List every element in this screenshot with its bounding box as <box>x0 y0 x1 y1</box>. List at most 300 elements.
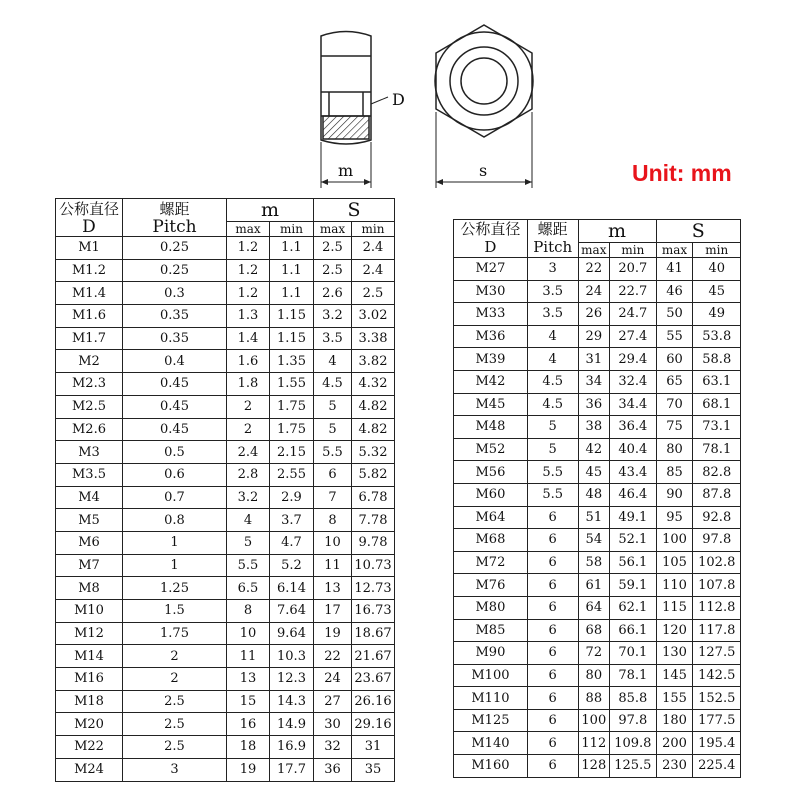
cell-s-min: 49 <box>693 303 741 326</box>
cell-m-max: 100 <box>578 709 610 732</box>
cell-size: M1.6 <box>56 305 123 328</box>
cell-m-max: 51 <box>578 506 610 529</box>
cell-s-min: 63.1 <box>693 370 741 393</box>
cell-pitch: 2.5 <box>123 690 227 713</box>
cell-s-max: 5.5 <box>314 441 352 464</box>
cell-s-max: 120 <box>656 619 693 642</box>
cell-size: M8 <box>56 577 123 600</box>
table-row <box>454 574 741 597</box>
cell-size: M20 <box>56 713 123 736</box>
cell-pitch: 0.45 <box>123 373 227 396</box>
cell-s-max: 65 <box>656 370 693 393</box>
cell-s-min: 18.67 <box>352 622 395 645</box>
cell-m-min: 6.14 <box>270 577 314 600</box>
subheader-m-max: max <box>227 222 270 237</box>
cell-s-max: 105 <box>656 551 693 574</box>
cell-m-max: 64 <box>578 596 610 619</box>
cell-pitch: 0.4 <box>123 350 227 373</box>
cell-m-min: 62.1 <box>610 596 656 619</box>
cell-size: M2 <box>56 350 123 373</box>
cell-m-min: 10.3 <box>270 645 314 668</box>
table-row <box>454 393 741 416</box>
cell-pitch: 6 <box>527 551 578 574</box>
cell-s-min: 40 <box>693 258 741 281</box>
cell-size: M2.6 <box>56 418 123 441</box>
cell-s-max: 13 <box>314 577 352 600</box>
cell-s-min: 3.38 <box>352 327 395 350</box>
cell-m-max: 72 <box>578 642 610 665</box>
cell-s-min: 31 <box>352 736 395 759</box>
table-row <box>56 645 395 668</box>
cell-s-min: 107.8 <box>693 574 741 597</box>
cell-size: M90 <box>454 642 528 665</box>
header-row <box>56 199 395 220</box>
table-row <box>454 664 741 687</box>
cell-m-max: 19 <box>227 758 270 781</box>
cell-s-max: 32 <box>314 736 352 759</box>
table-row <box>56 736 395 759</box>
cell-m-max: 1.6 <box>227 350 270 373</box>
cell-size: M14 <box>56 645 123 668</box>
cell-size: M10 <box>56 600 123 623</box>
cell-m-min: 34.4 <box>610 393 656 416</box>
cell-s-max: 2.5 <box>314 237 352 260</box>
cell-s-min: 225.4 <box>693 755 741 778</box>
header-pitch: Pitch <box>527 237 578 258</box>
cell-pitch: 0.6 <box>123 463 227 486</box>
cell-m-min: 12.3 <box>270 668 314 691</box>
cell-m-max: 2.4 <box>227 441 270 464</box>
cell-pitch: 6 <box>527 687 578 710</box>
cell-m-min: 125.5 <box>610 755 656 778</box>
cell-size: M7 <box>56 554 123 577</box>
table-row <box>56 305 395 328</box>
cell-m-max: 13 <box>227 668 270 691</box>
cell-s-max: 110 <box>656 574 693 597</box>
cell-s-min: 6.78 <box>352 486 395 509</box>
table-row <box>56 282 395 305</box>
cell-m-min: 66.1 <box>610 619 656 642</box>
cell-s-min: 152.5 <box>693 687 741 710</box>
cell-size: M22 <box>56 736 123 759</box>
cell-s-max: 70 <box>656 393 693 416</box>
cell-m-max: 54 <box>578 529 610 552</box>
nut-side-view <box>321 32 388 189</box>
subheader-m-min: min <box>270 222 314 237</box>
cell-s-min: 177.5 <box>693 709 741 732</box>
cell-s-max: 36 <box>314 758 352 781</box>
cell-size: M18 <box>56 690 123 713</box>
cell-pitch: 6 <box>527 709 578 732</box>
subheader-m-min: min <box>610 243 656 258</box>
cell-size: M1.2 <box>56 259 123 282</box>
table-row <box>454 596 741 619</box>
cell-pitch: 5.5 <box>527 461 578 484</box>
header-pitch: Pitch <box>123 219 227 237</box>
cell-s-min: 5.32 <box>352 441 395 464</box>
table-row <box>56 577 395 600</box>
table-row <box>56 531 395 554</box>
cell-s-min: 53.8 <box>693 325 741 348</box>
cell-s-max: 155 <box>656 687 693 710</box>
cell-s-min: 21.67 <box>352 645 395 668</box>
cell-m-min: 56.1 <box>610 551 656 574</box>
cell-m-min: 1.35 <box>270 350 314 373</box>
cell-pitch: 3 <box>123 758 227 781</box>
cell-pitch: 6 <box>527 619 578 642</box>
cell-s-max: 8 <box>314 509 352 532</box>
table-row <box>454 348 741 371</box>
cell-pitch: 3.5 <box>527 280 578 303</box>
cell-s-min: 97.8 <box>693 529 741 552</box>
cell-m-min: 9.64 <box>270 622 314 645</box>
table-row <box>454 551 741 574</box>
cell-m-max: 31 <box>578 348 610 371</box>
cell-m-min: 1.1 <box>270 237 314 260</box>
cell-m-min: 20.7 <box>610 258 656 281</box>
cell-pitch: 5 <box>527 438 578 461</box>
subheader-s-max: max <box>656 243 693 258</box>
cell-m-min: 5.2 <box>270 554 314 577</box>
cell-size: M27 <box>454 258 528 281</box>
cell-s-max: 4 <box>314 350 352 373</box>
cell-m-max: 24 <box>578 280 610 303</box>
cell-size: M1.4 <box>56 282 123 305</box>
cell-size: M2.3 <box>56 373 123 396</box>
cell-s-min: 7.78 <box>352 509 395 532</box>
cell-size: M6 <box>56 531 123 554</box>
cell-m-min: 7.64 <box>270 600 314 623</box>
cell-m-min: 109.8 <box>610 732 656 755</box>
cell-m-min: 85.8 <box>610 687 656 710</box>
cell-pitch: 5 <box>527 416 578 439</box>
cell-pitch: 0.35 <box>123 327 227 350</box>
cell-m-max: 58 <box>578 551 610 574</box>
cell-pitch: 6 <box>527 642 578 665</box>
cell-s-min: 35 <box>352 758 395 781</box>
cell-m-min: 78.1 <box>610 664 656 687</box>
cell-m-max: 128 <box>578 755 610 778</box>
cell-m-min: 97.8 <box>610 709 656 732</box>
cell-size: M2.5 <box>56 395 123 418</box>
cell-s-min: 2.5 <box>352 282 395 305</box>
table-row <box>454 709 741 732</box>
cell-size: M16 <box>56 668 123 691</box>
table-row <box>56 713 395 736</box>
cell-pitch: 0.45 <box>123 395 227 418</box>
cell-m-max: 42 <box>578 438 610 461</box>
cell-s-max: 90 <box>656 483 693 506</box>
cell-pitch: 6 <box>527 506 578 529</box>
cell-m-min: 16.9 <box>270 736 314 759</box>
cell-size: M3.5 <box>56 463 123 486</box>
cell-m-max: 4 <box>227 509 270 532</box>
cell-s-max: 60 <box>656 348 693 371</box>
cell-m-max: 1.4 <box>227 327 270 350</box>
cell-m-min: 17.7 <box>270 758 314 781</box>
table-row <box>454 642 741 665</box>
cell-size: M48 <box>454 416 528 439</box>
cell-s-max: 46 <box>656 280 693 303</box>
cell-m-max: 5.5 <box>227 554 270 577</box>
table-row <box>454 416 741 439</box>
cell-s-max: 7 <box>314 486 352 509</box>
cell-s-max: 75 <box>656 416 693 439</box>
cell-s-min: 127.5 <box>693 642 741 665</box>
cell-s-max: 85 <box>656 461 693 484</box>
cell-pitch: 6 <box>527 732 578 755</box>
cell-pitch: 6 <box>527 755 578 778</box>
cell-size: M45 <box>454 393 528 416</box>
cell-m-max: 1.3 <box>227 305 270 328</box>
cell-m-min: 59.1 <box>610 574 656 597</box>
cell-s-min: 3.82 <box>352 350 395 373</box>
cell-size: M33 <box>454 303 528 326</box>
unit-label: Unit: mm <box>632 160 732 186</box>
subheader-s-min: min <box>352 222 395 237</box>
cell-m-max: 61 <box>578 574 610 597</box>
cell-size: M3 <box>56 441 123 464</box>
cell-pitch: 0.25 <box>123 237 227 260</box>
table-row <box>454 370 741 393</box>
cell-size: M64 <box>454 506 528 529</box>
table-row <box>56 509 395 532</box>
cell-s-min: 82.8 <box>693 461 741 484</box>
cell-pitch: 0.25 <box>123 259 227 282</box>
header-nominal-diameter: 公称直径 <box>56 199 123 220</box>
cell-pitch: 1 <box>123 531 227 554</box>
cell-m-min: 29.4 <box>610 348 656 371</box>
cell-s-min: 58.8 <box>693 348 741 371</box>
cell-pitch: 5.5 <box>527 483 578 506</box>
spec-table-right <box>453 219 741 778</box>
cell-s-min: 73.1 <box>693 416 741 439</box>
table-row <box>56 668 395 691</box>
cell-s-max: 230 <box>656 755 693 778</box>
cell-m-min: 1.1 <box>270 282 314 305</box>
cell-size: M125 <box>454 709 528 732</box>
cell-m-max: 36 <box>578 393 610 416</box>
table-row <box>56 237 395 260</box>
cell-s-max: 19 <box>314 622 352 645</box>
diagram-label-m: m <box>338 161 354 180</box>
cell-pitch: 6 <box>527 596 578 619</box>
cell-s-max: 5 <box>314 418 352 441</box>
cell-m-min: 27.4 <box>610 325 656 348</box>
header-d: D <box>56 219 123 237</box>
table-row <box>454 303 741 326</box>
cell-m-max: 1.2 <box>227 237 270 260</box>
cell-s-min: 142.5 <box>693 664 741 687</box>
cell-size: M72 <box>454 551 528 574</box>
table-row <box>56 554 395 577</box>
table-row <box>56 441 395 464</box>
cell-m-max: 11 <box>227 645 270 668</box>
cell-size: M39 <box>454 348 528 371</box>
cell-pitch: 1.75 <box>123 622 227 645</box>
cell-m-min: 1.55 <box>270 373 314 396</box>
cell-m-min: 14.3 <box>270 690 314 713</box>
cell-m-min: 2.9 <box>270 486 314 509</box>
cell-pitch: 0.7 <box>123 486 227 509</box>
cell-m-max: 88 <box>578 687 610 710</box>
cell-size: M80 <box>454 596 528 619</box>
cell-size: M5 <box>56 509 123 532</box>
cell-s-max: 41 <box>656 258 693 281</box>
cell-pitch: 0.5 <box>123 441 227 464</box>
cell-s-min: 9.78 <box>352 531 395 554</box>
cell-m-max: 34 <box>578 370 610 393</box>
cell-m-min: 36.4 <box>610 416 656 439</box>
cell-m-min: 3.7 <box>270 509 314 532</box>
cell-pitch: 1.5 <box>123 600 227 623</box>
cell-s-max: 200 <box>656 732 693 755</box>
cell-m-min: 24.7 <box>610 303 656 326</box>
cell-s-min: 4.82 <box>352 395 395 418</box>
cell-m-max: 2.8 <box>227 463 270 486</box>
diagram-label-s: s <box>479 161 488 180</box>
cell-m-max: 6.5 <box>227 577 270 600</box>
cell-pitch: 6 <box>527 529 578 552</box>
cell-m-max: 16 <box>227 713 270 736</box>
cell-size: M56 <box>454 461 528 484</box>
table-row <box>56 622 395 645</box>
cell-size: M85 <box>454 619 528 642</box>
cell-s-min: 4.32 <box>352 373 395 396</box>
cell-s-max: 95 <box>656 506 693 529</box>
cell-s-max: 17 <box>314 600 352 623</box>
cell-size: M36 <box>454 325 528 348</box>
cell-m-min: 70.1 <box>610 642 656 665</box>
header-pitch-zh: 螺距 <box>123 199 227 220</box>
table-row <box>454 619 741 642</box>
cell-s-min: 102.8 <box>693 551 741 574</box>
cell-m-min: 2.15 <box>270 441 314 464</box>
table-row <box>454 280 741 303</box>
cell-s-max: 2.5 <box>314 259 352 282</box>
cell-m-min: 49.1 <box>610 506 656 529</box>
cell-size: M68 <box>454 529 528 552</box>
cell-s-max: 5 <box>314 395 352 418</box>
cell-s-min: 117.8 <box>693 619 741 642</box>
cell-size: M1 <box>56 237 123 260</box>
cell-s-min: 5.82 <box>352 463 395 486</box>
cell-pitch: 2 <box>123 645 227 668</box>
cell-m-max: 48 <box>578 483 610 506</box>
cell-s-min: 2.4 <box>352 237 395 260</box>
header-d: D <box>454 237 528 258</box>
cell-m-min: 52.1 <box>610 529 656 552</box>
cell-m-min: 1.75 <box>270 418 314 441</box>
cell-s-max: 180 <box>656 709 693 732</box>
cell-m-max: 38 <box>578 416 610 439</box>
cell-size: M52 <box>454 438 528 461</box>
table-row <box>454 258 741 281</box>
table-row <box>454 438 741 461</box>
cell-m-max: 1.2 <box>227 282 270 305</box>
table-row <box>56 418 395 441</box>
cell-s-min: 195.4 <box>693 732 741 755</box>
cell-s-min: 87.8 <box>693 483 741 506</box>
cell-s-max: 115 <box>656 596 693 619</box>
cell-pitch: 3 <box>527 258 578 281</box>
header-s: S <box>314 199 395 222</box>
cell-s-max: 145 <box>656 664 693 687</box>
cell-size: M30 <box>454 280 528 303</box>
table-row <box>56 373 395 396</box>
cell-s-min: 4.82 <box>352 418 395 441</box>
spec-table-left <box>55 198 395 782</box>
cell-m-max: 15 <box>227 690 270 713</box>
table-row <box>56 758 395 781</box>
cell-m-max: 26 <box>578 303 610 326</box>
table-row <box>454 506 741 529</box>
cell-size: M24 <box>56 758 123 781</box>
cell-m-max: 1.2 <box>227 259 270 282</box>
cell-m-max: 3.2 <box>227 486 270 509</box>
cell-s-max: 80 <box>656 438 693 461</box>
cell-pitch: 6 <box>527 664 578 687</box>
cell-pitch: 0.3 <box>123 282 227 305</box>
cell-s-max: 10 <box>314 531 352 554</box>
header-pitch-zh: 螺距 <box>527 220 578 238</box>
cell-pitch: 4 <box>527 325 578 348</box>
cell-s-min: 26.16 <box>352 690 395 713</box>
cell-m-max: 2 <box>227 395 270 418</box>
cell-s-min: 92.8 <box>693 506 741 529</box>
cell-size: M76 <box>454 574 528 597</box>
subheader-m-max: max <box>578 243 610 258</box>
table-row <box>454 529 741 552</box>
cell-s-max: 11 <box>314 554 352 577</box>
table-row <box>454 687 741 710</box>
cell-s-min: 10.73 <box>352 554 395 577</box>
header-m: m <box>227 199 314 222</box>
cell-m-max: 5 <box>227 531 270 554</box>
cell-s-max: 30 <box>314 713 352 736</box>
cell-s-min: 23.67 <box>352 668 395 691</box>
cell-size: M160 <box>454 755 528 778</box>
cell-pitch: 1 <box>123 554 227 577</box>
header-m: m <box>578 220 656 243</box>
cell-m-min: 1.1 <box>270 259 314 282</box>
cell-s-min: 29.16 <box>352 713 395 736</box>
table-row <box>454 325 741 348</box>
cell-m-max: 112 <box>578 732 610 755</box>
subheader-s-min: min <box>693 243 741 258</box>
cell-s-max: 2.6 <box>314 282 352 305</box>
cell-m-min: 1.15 <box>270 305 314 328</box>
cell-size: M140 <box>454 732 528 755</box>
cell-pitch: 0.45 <box>123 418 227 441</box>
cell-s-min: 16.73 <box>352 600 395 623</box>
cell-s-max: 130 <box>656 642 693 665</box>
cell-m-max: 10 <box>227 622 270 645</box>
table-row <box>56 327 395 350</box>
cell-m-max: 2 <box>227 418 270 441</box>
cell-m-max: 8 <box>227 600 270 623</box>
table-row <box>56 259 395 282</box>
cell-s-min: 12.73 <box>352 577 395 600</box>
header-nominal-diameter: 公称直径 <box>454 220 528 238</box>
cell-s-max: 24 <box>314 668 352 691</box>
cell-m-max: 18 <box>227 736 270 759</box>
cell-pitch: 4.5 <box>527 370 578 393</box>
cell-m-min: 1.15 <box>270 327 314 350</box>
cell-size: M100 <box>454 664 528 687</box>
cell-size: M60 <box>454 483 528 506</box>
cell-s-max: 3.2 <box>314 305 352 328</box>
